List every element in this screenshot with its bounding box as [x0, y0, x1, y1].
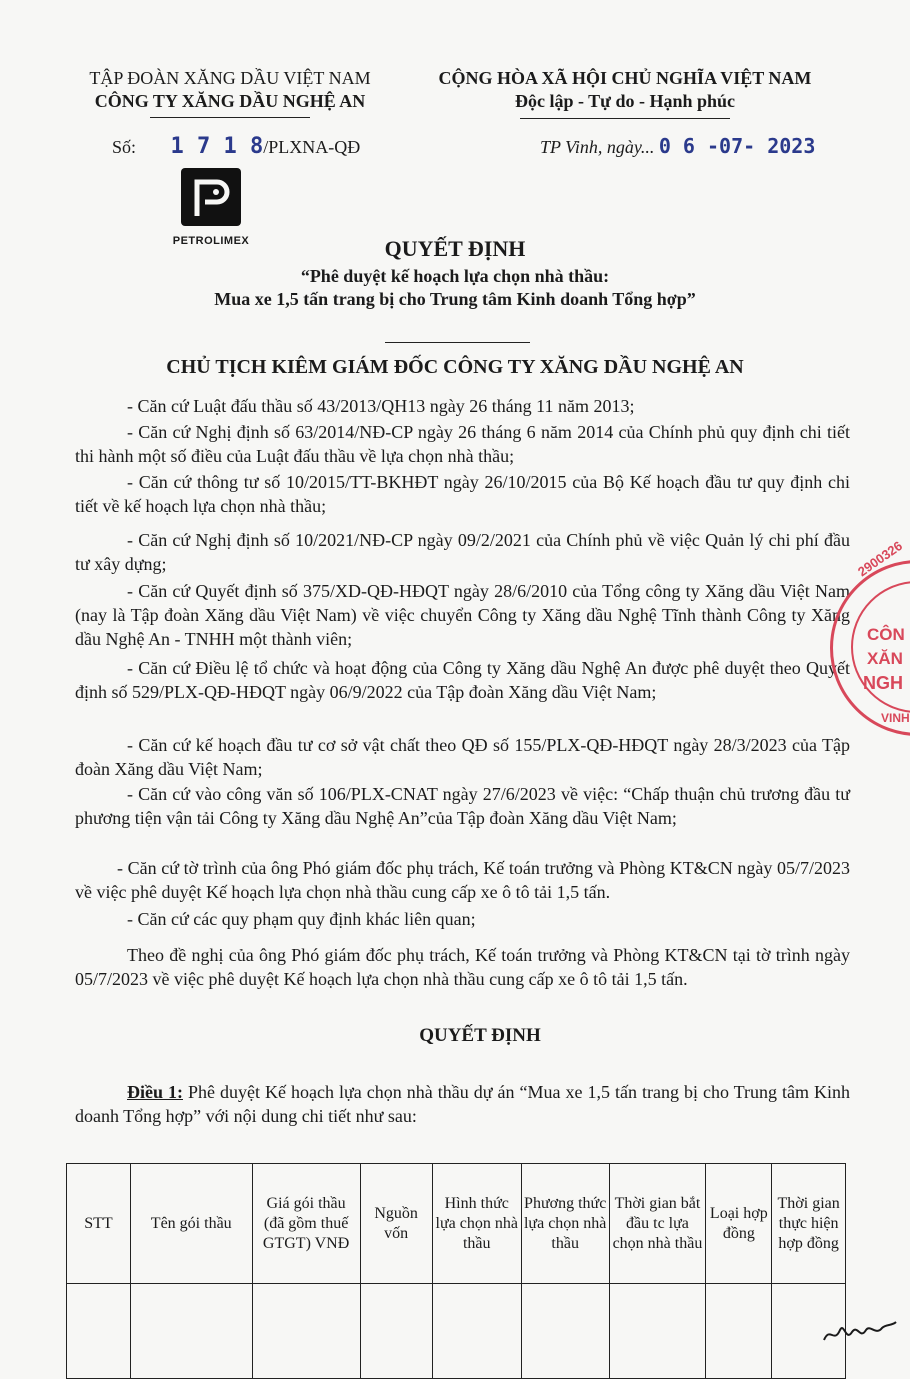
so-suffix: /PLXNA-QĐ: [263, 137, 361, 157]
document-subtitle-1: “Phê duyệt kế hoạch lựa chọn nhà thầu:: [300, 266, 610, 286]
document-title: QUYẾT ĐỊNH: [384, 236, 526, 261]
header-contract-duration: Thời gian thực hiện hợp đồng: [772, 1164, 846, 1284]
table-row: [67, 1284, 846, 1379]
place-date: [540, 134, 815, 158]
place-date-prefix: TP Vinh, ngày...: [540, 137, 655, 157]
paragraph-4: - Căn cứ Nghị định số 10/2021/NĐ-CP ngày 09/2/2021 của Chính phủ về việc Quản lý chi phí đầu tư xây dựng;: [75, 530, 850, 574]
logo-wordmark: PETROLIMEX: [172, 235, 250, 247]
decision-number: [112, 134, 360, 159]
article-1-label: Điều 1:: [127, 1082, 183, 1102]
article-1-text: Phê duyệt Kế hoạch lựa chọn nhà thầu dự án “Mua xe 1,5 tấn trang bị cho Trung tâm Kinh doanh Tổng hợp” với nội dung chi tiết như sau:: [75, 1082, 850, 1126]
decision-heading: QUYẾT ĐỊNH: [419, 1025, 541, 1046]
header-package-price: Giá gói thầu (đã gồm thuế GTGT) VNĐ: [252, 1164, 360, 1284]
paragraph-7: - Căn cứ kế hoạch đầu tư cơ sở vật chất theo QĐ số 155/PLX-QĐ-HĐQT ngày 28/3/2023 của Tập đoàn Xăng dầu Việt Nam;: [75, 735, 850, 779]
national-motto: Độc lập - Tự do - Hạnh phúc: [514, 91, 736, 111]
so-number-handwritten: 1 7 1 8: [170, 134, 264, 159]
paragraph-2: - Căn cứ Nghị định số 63/2014/NĐ-CP ngày 26 tháng 6 năm 2014 của Chính phủ quy định chi tiết thi hành một số điều của Luật đấu thầu về lựa chọn nhà thầu;: [75, 422, 850, 466]
header-contract-type: Loại hợp đồng: [706, 1164, 772, 1284]
issuer-parent: TẬP ĐOÀN XĂNG DẦU VIỆT NAM: [89, 68, 371, 88]
header-selection-method: Phương thức lựa chọn nhà thầu: [521, 1164, 609, 1284]
paragraph-8: - Căn cứ vào công văn số 106/PLX-CNAT ngày 27/6/2023 về việc: “Chấp thuận chủ trương đầu tư phương tiện vận tải Công ty Xăng dầu Nghệ An”của Tập đoàn Xăng dầu Việt Nam;: [75, 784, 850, 828]
header-funding-source: Nguồn vốn: [360, 1164, 432, 1284]
stamp-line-1: CÔN: [867, 625, 905, 644]
title-divider: [385, 342, 530, 343]
petrolimex-logo-icon: [163, 168, 259, 228]
initials-signature-icon: [820, 1318, 900, 1348]
stamp-bottom: VINH: [881, 711, 910, 725]
so-label: Số:: [112, 137, 137, 157]
paragraph-9: - Căn cứ tờ trình của ông Phó giám đốc phụ trách, Kế toán trưởng và Phòng KT&CN ngày 05/7/2023 về việc phê duyệt Kế hoạch lựa chọn nhà thầu cung cấp xe ô tô tải 1,5 tấn.: [75, 858, 850, 902]
stamp-line-2: XĂN: [867, 649, 903, 668]
paragraph-6: - Căn cứ Điều lệ tổ chức và hoạt động của Công ty Xăng dầu Nghệ An được phê duyệt theo Quyết định số 529/PLX-QĐ-HĐQT ngày 06/9/2022 của Tập đoàn Xăng dầu Việt Nam;: [75, 658, 850, 702]
paragraph-5: - Căn cứ Quyết định số 375/XD-QĐ-HĐQT ngày 28/6/2010 của Tổng công ty Xăng dầu Việt Nam (nay là Tập đoàn Xăng dầu Việt Nam) về việc chuyển Công ty Xăng dầu Nghệ Tĩnh thành Công ty Xăng dầu Nghệ An - TNHH một thành viên;: [75, 581, 850, 649]
header-start-time: Thời gian bắt đầu tc lựa chọn nhà thầu: [609, 1164, 706, 1284]
date-handwritten: 0 6 -07- 2023: [658, 134, 816, 158]
authority-heading: CHỦ TỊCH KIÊM GIÁM ĐỐC CÔNG TY XĂNG DẦU NGHỆ AN: [166, 356, 744, 378]
header-package-name: Tên gói thầu: [130, 1164, 252, 1284]
article-1: [75, 1080, 850, 1128]
national-title: CỘNG HÒA XÃ HỘI CHỦ NGHĨA VIỆT NAM: [438, 68, 812, 88]
paragraph-1: - Căn cứ Luật đấu thầu số 43/2013/QH13 ngày 26 tháng 11 năm 2013;: [127, 396, 635, 416]
motto-underline: [520, 118, 730, 119]
stamp-code: 2900326: [855, 537, 906, 580]
bidding-plan-table: [66, 1163, 846, 1379]
issuer-company: CÔNG TY XĂNG DẦU NGHỆ AN: [94, 91, 366, 111]
paragraph-10: - Căn cứ các quy phạm quy định khác liên quan;: [127, 909, 476, 929]
document-subtitle-2: Mua xe 1,5 tấn trang bị cho Trung tâm Kinh doanh Tổng hợp”: [214, 289, 696, 309]
paragraph-3: - Căn cứ thông tư số 10/2015/TT-BKHĐT ngày 26/10/2015 của Bộ Kế hoạch đầu tư quy định chi tiết về kế hoạch lựa chọn nhà thầu;: [75, 472, 850, 516]
paragraph-proposal: Theo đề nghị của ông Phó giám đốc phụ trách, Kế toán trưởng và Phòng KT&CN tại tờ trình ngày 05/7/2023 về việc phê duyệt Kế hoạch lựa chọn nhà thầu cung cấp xe ô tô tải 1,5 tấn.: [75, 945, 850, 989]
issuer-underline: [150, 117, 310, 118]
header-selection-form: Hình thức lựa chọn nhà thầu: [432, 1164, 521, 1284]
header-stt: STT: [67, 1164, 131, 1284]
stamp-line-3: NGH: [863, 673, 903, 693]
table-header-row: [67, 1164, 846, 1284]
petrolimex-logo: [163, 168, 259, 246]
